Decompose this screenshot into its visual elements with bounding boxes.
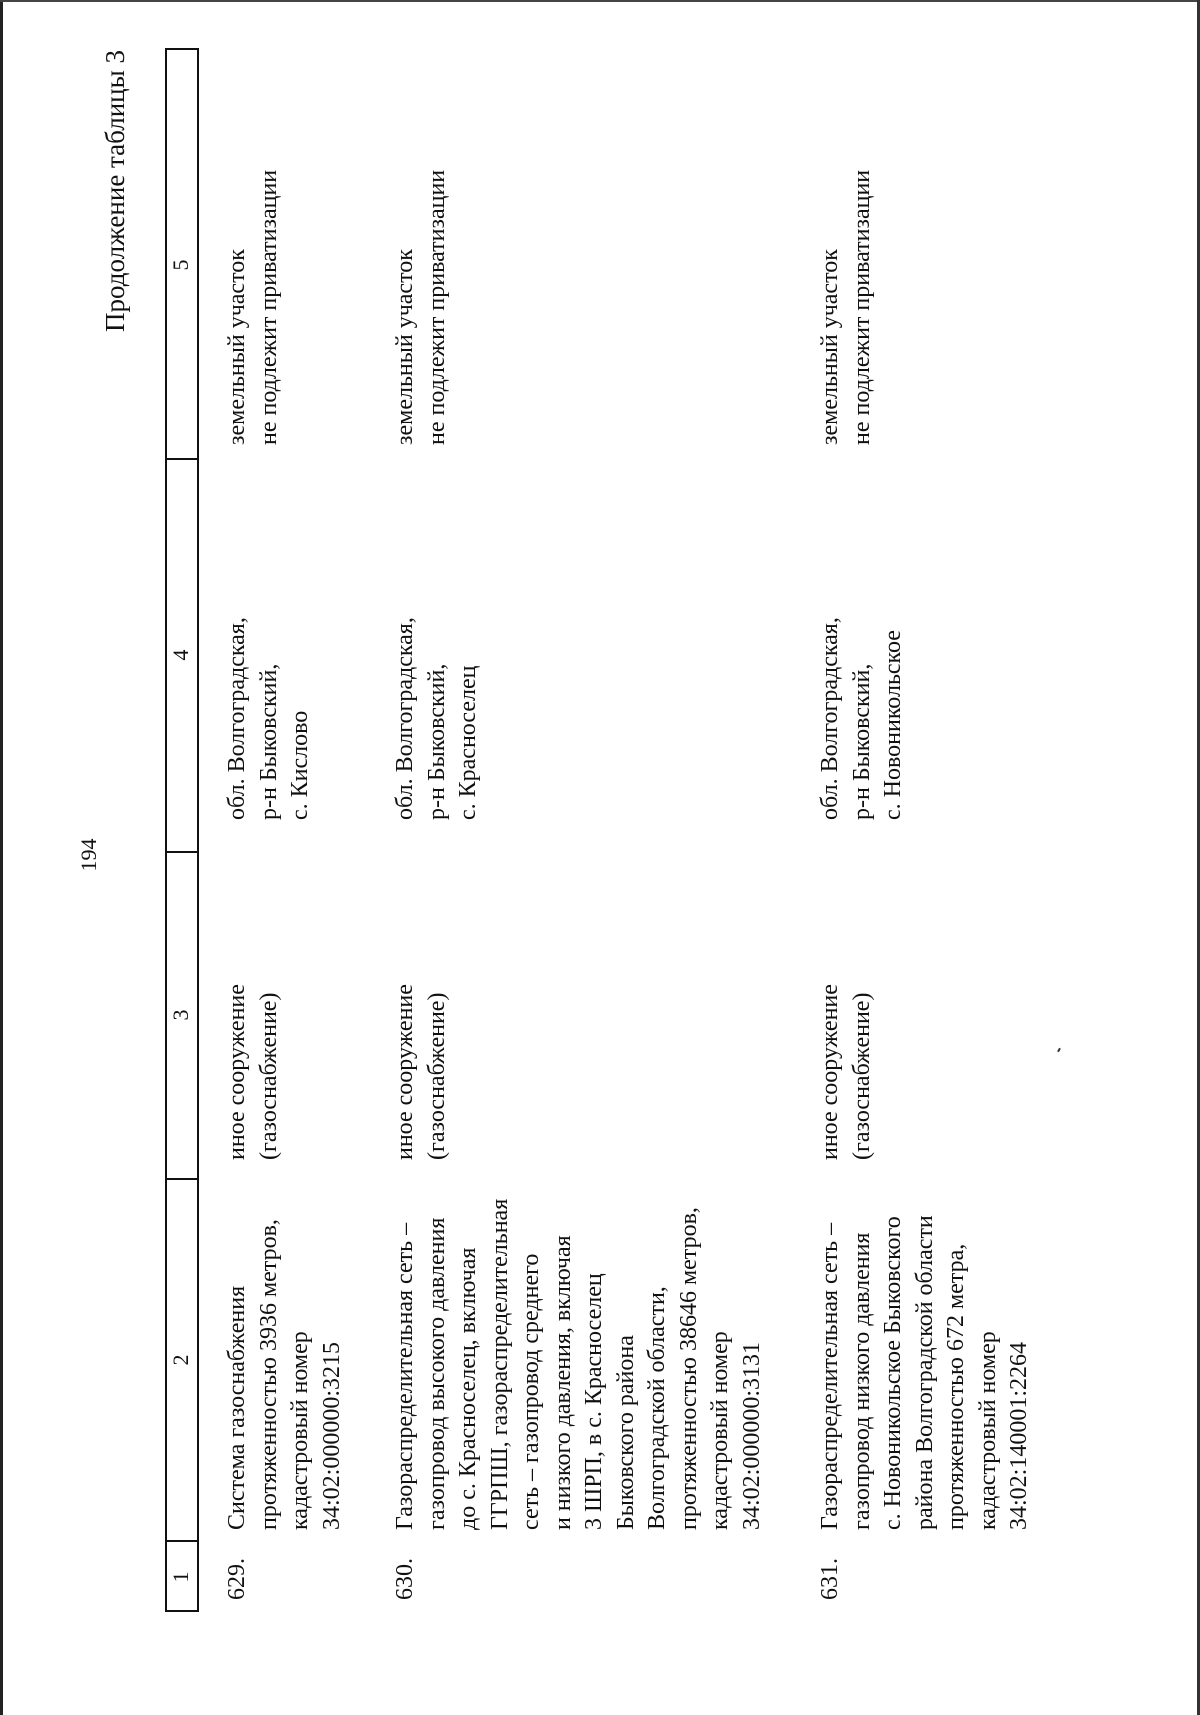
object-description-line: 3 ШРП, в с. Красноселец <box>581 1273 607 1530</box>
table-continuation-label: Продолжение таблицы 3 <box>100 50 130 332</box>
page-number: 194 <box>76 838 101 872</box>
address-line: обл. Волгоградская, <box>817 617 843 820</box>
col2-cell <box>222 1219 348 1530</box>
object-description-line: кадастровый номер <box>707 1331 733 1530</box>
col3-cell <box>390 984 453 1160</box>
table-header-divider <box>165 1540 199 1542</box>
land-status-line: не подлежит приватизации <box>423 169 450 445</box>
object-type-line: иное сооружение <box>817 984 843 1160</box>
object-description-line: Газораспределительная сеть – <box>817 1222 843 1530</box>
col5-cell <box>222 170 285 445</box>
object-type-line: иное сооружение <box>224 984 250 1160</box>
address-line: р-н Быковский, <box>255 663 282 820</box>
col5-cell <box>815 170 878 445</box>
address-line: р-н Быковский, <box>848 663 875 820</box>
object-description-line: до с. Красноселец, включая <box>455 1247 481 1530</box>
object-description-line: газопровод высокого давления <box>423 1217 450 1530</box>
object-description-line: Волгоградской области, <box>644 1286 670 1530</box>
object-description-line: ГГРПШ, газораспределительная <box>486 1198 513 1530</box>
object-description-line: и низкого давления, включая <box>549 1235 576 1530</box>
table-header-col-4: 4 <box>168 649 193 661</box>
object-description-line: 34:02:000000:3215 <box>318 1341 345 1530</box>
table-header-divider <box>165 851 199 853</box>
col4-cell <box>222 617 317 820</box>
object-description-line: Быковского района <box>612 1335 639 1530</box>
land-status-line: не подлежит приватизации <box>848 169 875 445</box>
object-type-line: (газоснабжение) <box>423 992 450 1160</box>
object-description-line: Система газоснабжения <box>224 1285 250 1530</box>
table-header-col-3: 3 <box>168 1009 193 1021</box>
object-description-line: 34:02:140001:2264 <box>1006 1341 1032 1530</box>
object-description-line: кадастровый номер <box>287 1331 313 1530</box>
address-line: с. Кислово <box>287 710 313 820</box>
table-header-divider <box>165 1178 199 1180</box>
object-description-line: с. Новоникольское Быковского <box>880 1216 906 1530</box>
table-header-col-5: 5 <box>168 259 193 271</box>
scan-speck <box>1057 1048 1061 1052</box>
col2-cell <box>390 1199 768 1530</box>
row-number: 630. <box>392 1558 418 1600</box>
address-line: с. Красноселец <box>455 665 481 820</box>
object-description-line: района Волгоградской области <box>911 1215 938 1530</box>
col4-cell <box>390 617 485 820</box>
land-status-line: земельный участок <box>224 249 250 445</box>
table-header-divider <box>165 1610 199 1612</box>
land-status-line: не подлежит приватизации <box>255 169 282 445</box>
object-description-line: протяженностью 3936 метров, <box>255 1219 282 1530</box>
table-header-col-1: 1 <box>168 1571 193 1583</box>
land-status-line: земельный участок <box>817 249 843 445</box>
address-line: обл. Волгоградская, <box>224 617 250 820</box>
land-status-line: земельный участок <box>392 249 418 445</box>
col2-cell <box>815 1215 1036 1530</box>
object-type-line: (газоснабжение) <box>255 992 282 1160</box>
row-number: 629. <box>224 1558 250 1600</box>
object-type-line: (газоснабжение) <box>848 992 875 1160</box>
table-header-bottom-border <box>197 50 199 1612</box>
table-header-col-2: 2 <box>168 1354 193 1366</box>
object-description-line: протяженностью 38646 метров, <box>675 1207 702 1530</box>
object-description-line: газопровод низкого давления <box>848 1232 875 1530</box>
row-number: 631. <box>817 1558 843 1600</box>
object-description-line: 34:02:000000:3131 <box>738 1341 765 1530</box>
object-type-line: иное сооружение <box>392 984 418 1160</box>
object-description-line: сеть – газопровод среднего <box>518 1253 544 1530</box>
col5-cell <box>390 170 453 445</box>
col4-cell <box>815 617 910 820</box>
object-description-line: кадастровый номер <box>974 1331 1001 1530</box>
object-description-line: протяженностью 672 метра, <box>943 1243 969 1530</box>
object-description-line: Газораспределительная сеть – <box>392 1222 418 1530</box>
col3-cell <box>222 984 285 1160</box>
table-header-divider <box>165 48 199 50</box>
address-line: с. Новоникольское <box>880 630 906 820</box>
address-line: обл. Волгоградская, <box>392 617 418 820</box>
col3-cell <box>815 984 878 1160</box>
address-line: р-н Быковский, <box>423 663 450 820</box>
table-header-divider <box>165 458 199 460</box>
